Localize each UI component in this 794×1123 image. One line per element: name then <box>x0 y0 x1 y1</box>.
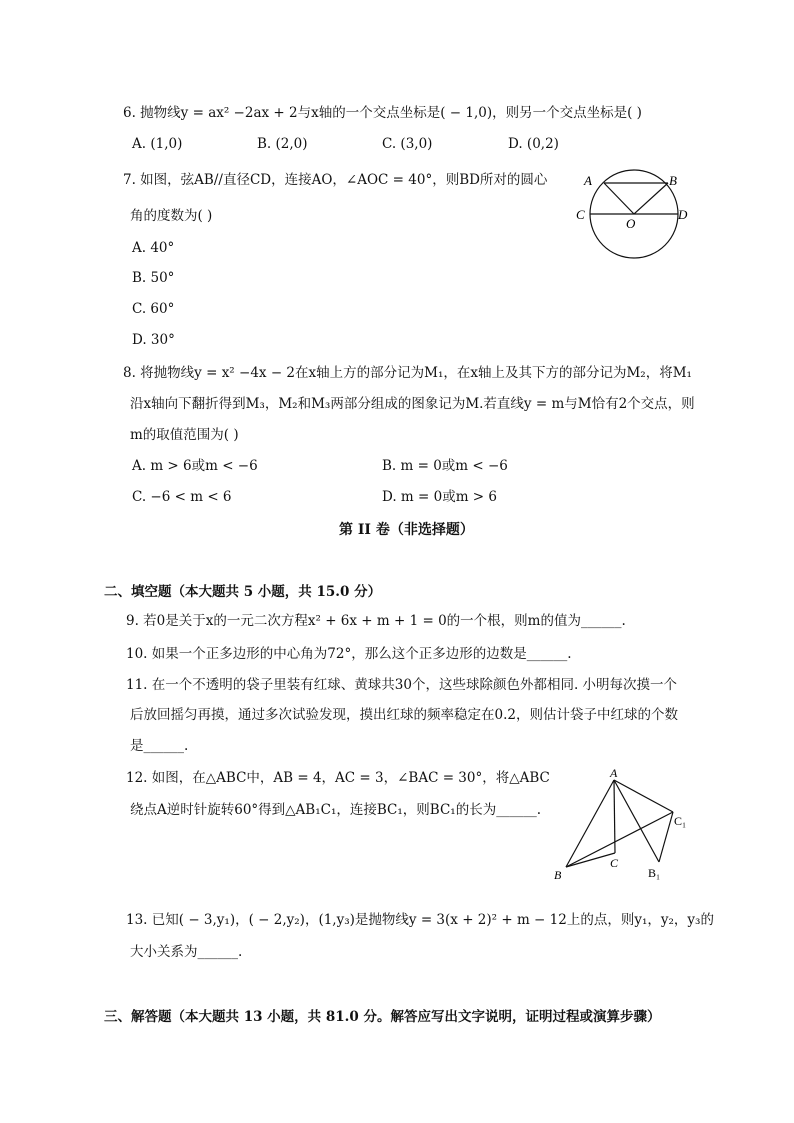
q8-option-b: B. m = 0或m < −6 <box>382 458 508 474</box>
part2-title: 第 II 卷（非选择题） <box>339 522 474 538</box>
q12-label-b: B <box>554 868 562 882</box>
q12-triangle-figure <box>548 765 698 885</box>
q12-stem-line1: 12. 如图，在△ABC中，AB = 4，AC = 3，∠BAC = 30°，将△ABC <box>126 770 550 786</box>
q7-option-d: D. 30° <box>132 332 175 348</box>
q12-label-a: A <box>610 766 618 780</box>
q13-stem-line1: 13. 已知( − 3,y₁)，( − 2,y₂)，(1,y₃)是抛物线y = 3(x + 2)² + m − 12上的点，则y₁，y₂，y₃的 <box>126 912 714 928</box>
q6-option-d: D. (0,2) <box>508 136 559 152</box>
q7-option-a: A. 40° <box>132 240 175 256</box>
q7-option-c: C. 60° <box>132 301 175 317</box>
q8-stem-line1: 8. 将抛物线y = x² −4x − 2在x轴上方的部分记为M₁，在x轴上及其下方的部分记为M₂，将M₁ <box>123 365 692 381</box>
section3-heading: 三、解答题（本大题共 13 小题，共 81.0 分。解答应写出文字说明，证明过程或演算步骤） <box>104 1009 661 1025</box>
q12-label-b1: B₁ <box>648 866 661 880</box>
q7-stem-line2: 角的度数为( ) <box>130 208 213 224</box>
q7-label-c: C <box>576 207 585 222</box>
q12-segment-b1c1 <box>659 812 673 862</box>
q7-label-d: D <box>678 207 688 222</box>
q10-stem: 10. 如果一个正多边形的中心角为72°，那么这个正多边形的边数是______. <box>126 646 572 662</box>
q9-stem: 9. 若0是关于x的一元二次方程x² + 6x + m + 1 = 0的一个根，则m的值为______. <box>126 613 626 629</box>
q7-label-o: O <box>626 216 636 231</box>
q12-label-c1: C₁ <box>674 814 687 828</box>
q13-stem-line2: 大小关系为______. <box>130 944 243 960</box>
q6-stem: 6. 抛物线y = ax² −2ax + 2与x轴的一个交点坐标是( − 1,0)，则另一个交点坐标是( ) <box>123 105 642 121</box>
q12-stem-line2: 绕点A逆时针旋转60°得到△AB₁C₁，连接BC₁，则BC₁的长为______. <box>130 802 541 818</box>
q8-option-c: C. −6 < m < 6 <box>132 489 232 505</box>
q6-option-b: B. (2,0) <box>257 136 308 152</box>
q8-option-a: A. m > 6或m < −6 <box>132 458 258 474</box>
q7-label-a: A <box>584 173 592 188</box>
q11-stem-line2: 后放回摇匀再摸，通过多次试验发现，摸出红球的频率稳定在0.2，则估计袋子中红球的个数 <box>130 707 678 723</box>
q11-stem-line1: 11. 在一个不透明的袋子里装有红球、黄球共30个，这些球除颜色外都相同. 小明每次摸一个 <box>126 677 678 693</box>
q7-stem-line1: 7. 如图，弦AB//直径CD，连接AO，∠AOC = 40°，则BD所对的圆心 <box>123 172 548 188</box>
q11-stem-line3: 是______. <box>130 738 189 754</box>
q12-segment-ab <box>566 780 614 867</box>
q6-option-c: C. (3,0) <box>382 136 433 152</box>
q7-label-b: B <box>669 173 677 188</box>
section2-heading: 二、填空题（本大题共 5 小题，共 15.0 分） <box>104 584 382 600</box>
q7-segment-ao <box>604 183 634 214</box>
q8-stem-line2: 沿x轴向下翻折得到M₃，M₂和M₃两部分组成的图象记为M.若直线y = m与M恰有2个交点，则 <box>130 396 695 412</box>
q6-option-a: A. (1,0) <box>132 136 183 152</box>
q8-stem-line3: m的取值范围为( ) <box>130 427 239 443</box>
q7-segment-bo <box>634 183 668 214</box>
q8-option-d: D. m = 0或m > 6 <box>382 489 497 505</box>
q12-segment-bc <box>566 853 615 867</box>
q7-option-b: B. 50° <box>132 270 175 286</box>
q7-circle-figure <box>570 165 700 265</box>
q12-label-c: C <box>610 856 619 870</box>
